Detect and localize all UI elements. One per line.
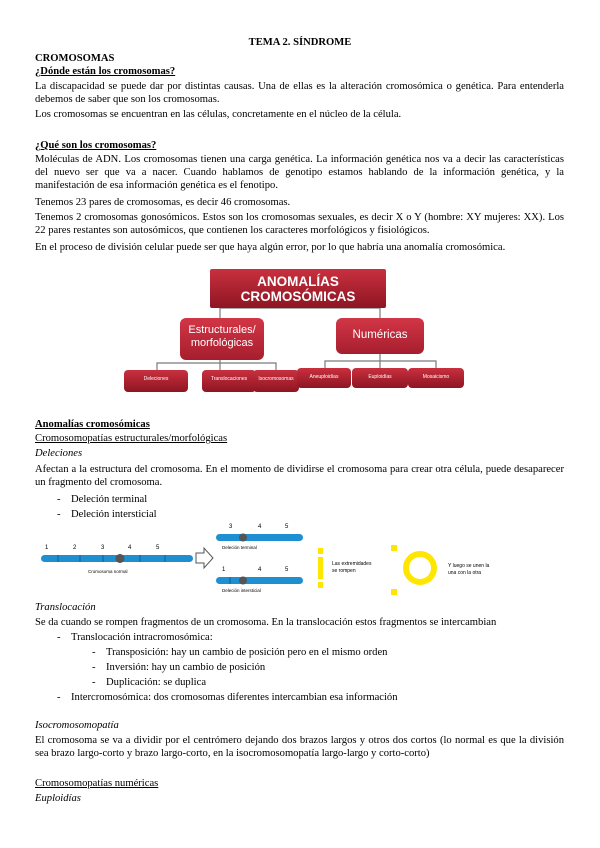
diagram-root-label bbox=[210, 274, 386, 304]
fragment-bottom bbox=[318, 582, 323, 588]
heading-anomalias: Anomalías cromosómicas bbox=[35, 419, 150, 430]
title-euploidias: Euploidías bbox=[35, 793, 81, 804]
label-delecion-terminal: Deleción terminal bbox=[222, 545, 257, 550]
label-extremidades-2: se rompen bbox=[332, 568, 356, 574]
diagram-numericas-label: Numéricas bbox=[352, 329, 408, 341]
num-2: 2 bbox=[73, 545, 77, 551]
label-extremidades-1: Las extremidades bbox=[332, 561, 372, 567]
num-t5: 5 bbox=[285, 524, 289, 530]
label-se-unen-1: Y luego se unen la bbox=[448, 563, 490, 569]
list-item-transposicion: Transposición: hay un cambio de posición pero en el mismo orden bbox=[106, 647, 388, 658]
paragraph-celulas: Los cromosomas se encuentran en las células, concretamente en el núcleo de la célula. bbox=[35, 109, 402, 120]
diagram-root-line2: CROMOSÓMICAS bbox=[240, 289, 356, 304]
num-t3: 3 bbox=[229, 524, 233, 530]
diagram-leaf-label-6: Mosaicismo bbox=[422, 374, 450, 380]
num-5: 5 bbox=[156, 545, 160, 551]
diagram-left-line2: morfológicas bbox=[190, 337, 254, 349]
diagram-left-line1: Estructurales/ bbox=[188, 324, 256, 336]
label-extremidades bbox=[332, 561, 371, 575]
diagram-root-line1: ANOMALÍAS bbox=[257, 274, 339, 289]
sub-estructurales: Cromosomopatías estructurales/morfológicas bbox=[35, 433, 228, 444]
sub-numericas: Cromosomopatías numéricas bbox=[35, 778, 159, 789]
page-title: TEMA 2. SÍNDROME bbox=[248, 37, 352, 48]
paragraph-discapacidad: La discapacidad se puede dar por distintas causas. Una de ellas es la alteración cromosómica o genética. Para entenderla debemos de saber que son los cromosomas. bbox=[35, 81, 564, 105]
chromosome-interstitial-deletion bbox=[216, 577, 303, 584]
list-item-delecion-terminal: Deleción terminal bbox=[71, 494, 148, 505]
bullet-dash: - bbox=[92, 677, 96, 688]
deletion-figure bbox=[0, 520, 600, 602]
title-isocromosomopatia: Isocromosomopatía bbox=[35, 720, 119, 731]
bullet-dash: - bbox=[92, 647, 96, 658]
question-donde: ¿Dónde están los cromosomas? bbox=[35, 66, 176, 77]
bullet-dash: - bbox=[57, 632, 61, 643]
diagram-estructurales-label bbox=[180, 324, 264, 350]
label-delecion-intersticial: Deleción intersticial bbox=[222, 588, 261, 593]
diagram-leaf-label-4: Aneuploidías bbox=[309, 374, 339, 380]
num-i1: 1 bbox=[222, 567, 226, 573]
section-heading-cromosomas: CROMOSOMAS bbox=[35, 53, 115, 64]
paragraph-translocacion: Se da cuando se rompen fragmentos de un cromosoma. En la translocación estos fragmentos se intercambian bbox=[35, 617, 497, 628]
list-item-intracromosomica: Translocación intracromosómica: bbox=[71, 632, 213, 643]
num-1: 1 bbox=[45, 545, 49, 551]
label-cromosoma-normal: Cromosoma normal bbox=[88, 569, 128, 574]
list-item-inversion: Inversión: hay un cambio de posición bbox=[106, 662, 266, 673]
label-se-unen-2: una con la otra bbox=[448, 570, 482, 576]
list-item-duplicacion: Duplicación: se duplica bbox=[106, 677, 207, 688]
bullet-dash: - bbox=[57, 494, 61, 505]
bullet-dash: - bbox=[92, 662, 96, 673]
question-que-son: ¿Qué son los cromosomas? bbox=[35, 140, 157, 151]
num-3: 3 bbox=[101, 545, 105, 551]
num-t4: 4 bbox=[258, 524, 262, 530]
chromosome-terminal-deletion bbox=[216, 534, 303, 541]
paragraph-division: En el proceso de división celular puede ser que haya algún error, por lo que habría una anomalía cromosómica. bbox=[35, 242, 506, 253]
arrow-icon bbox=[196, 548, 213, 568]
diagram-leaf-label-1: Deleciones bbox=[143, 376, 169, 382]
paragraph-23-pares: Tenemos 23 pares de cromosomas, es decir 46 cromosomas. bbox=[35, 197, 291, 208]
centromere bbox=[116, 554, 125, 563]
list-item-delecion-intersticial: Deleción intersticial bbox=[71, 509, 157, 520]
bullet-dash: - bbox=[57, 692, 61, 703]
label-se-unen bbox=[448, 563, 489, 577]
diagram-leaf-label-5: Euploidías bbox=[368, 374, 392, 380]
paragraph-deleciones: Afectan a la estructura del cromosoma. En el momento de dividirse el cromosoma para crear otra célula, puede desaparecer un fragmento del cromosoma. bbox=[35, 464, 564, 488]
bullet-dash: - bbox=[57, 509, 61, 520]
paragraph-isocromosomopatia: El cromosoma se va a dividir por el centrómero dejando dos brazos largos y otros dos cortos (lo normal es que la división sea brazo largo-corto y brazo largo-corto, en la isocromosomopatía largo-largo y corto-corto) bbox=[35, 735, 564, 759]
num-4: 4 bbox=[128, 545, 132, 551]
ring-chromosome bbox=[406, 554, 434, 582]
num-i5: 5 bbox=[285, 567, 289, 573]
fragment-middle bbox=[318, 557, 323, 579]
fragment-top bbox=[318, 548, 323, 554]
num-i4: 4 bbox=[258, 567, 262, 573]
paragraph-gonosomicos: Tenemos 2 cromosomas gonosómicos. Estos son los cromosomas sexuales, es decir X o Y (hombre: XY mujeres: XX). Los 22 pares restantes son autosómicos, que contienen los caracteres morfológicos y fisiológicos. bbox=[35, 212, 564, 236]
title-translocacion: Translocación bbox=[35, 602, 96, 613]
list-item-intercromosomica: Intercromosómica: dos cromosomas diferentes intercambian esa información bbox=[71, 692, 398, 703]
title-deleciones: Deleciones bbox=[35, 448, 83, 459]
paragraph-adn: Moléculas de ADN. Los cromosomas tienen una carga genética. La información genética nos va a decir las características del nuevo ser que va a nacer. Cuando hablamos de genotipo estamos hablando de la información genética, y la manifestación de esa información genética es el fenotipo. bbox=[35, 154, 564, 191]
diagram-leaf-label-3: Isocromosomas bbox=[258, 376, 294, 382]
ring-square-bottom bbox=[391, 589, 397, 595]
diagram-leaf-label-2: Translocaciones bbox=[210, 376, 248, 382]
ring-square-top bbox=[391, 545, 397, 551]
